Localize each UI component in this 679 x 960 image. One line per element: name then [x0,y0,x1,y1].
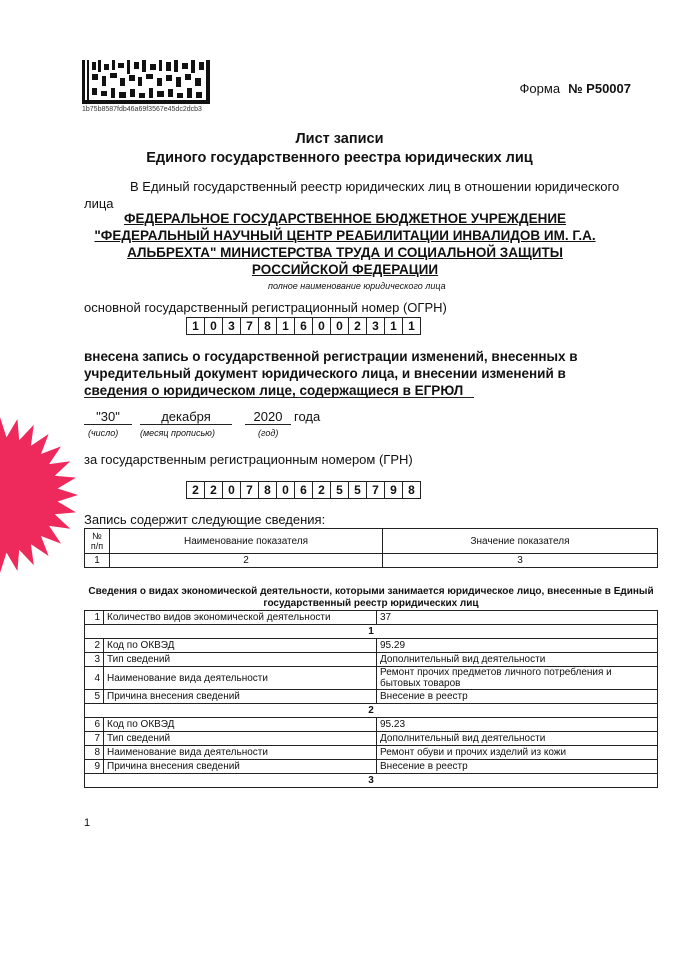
row-name: Причина внесения сведений [104,690,377,704]
table-row [85,690,658,704]
org-name-line: РОССИЙСКОЙ ФЕДЕРАЦИИ [251,262,439,277]
row-number: 8 [85,746,104,760]
ogrn-digit: 6 [295,317,313,335]
org-caption: полное наименование юридического лица [268,281,446,291]
date-year: 2020 [245,409,291,425]
grn-digit: 9 [385,481,403,499]
form-code: № Р50007 [568,81,631,96]
section-title: Сведения о видах экономической деятельности, которыми занимается юридическое лицо, внесенные в Единый государственный реестр юридических лиц [88,586,654,609]
row-number: 3 [85,653,104,667]
row-value: 37 [377,611,658,625]
record-line: внесена запись о государственной регистрации изменений, внесенных в [84,349,578,364]
group-number: 1 [85,625,658,639]
intro-line-1: В Единый государственный реестр юридических лиц в отношении юридического [130,179,620,194]
row-number: 4 [85,667,104,690]
table-row [85,667,658,690]
ogrn-digit: 1 [403,317,421,335]
date-month: декабря [140,409,232,425]
grn-digit: 8 [403,481,421,499]
document-subtitle: Единого государственного реестра юридических лиц [146,150,533,166]
ogrn-digit: 8 [259,317,277,335]
record-description [84,348,578,399]
col-value-header: Значение показателя [383,529,658,554]
row-value: Дополнительный вид деятельности [377,732,658,746]
ogrn-cells [186,317,421,335]
contains-label: Запись содержит следующие сведения: [84,512,326,527]
organization-name [80,210,610,278]
ogrn-digit: 2 [349,317,367,335]
table-row [85,611,658,625]
grn-digit: 2 [205,481,223,499]
col-value-index: 3 [383,554,658,568]
grn-digit: 8 [259,481,277,499]
grn-digit: 0 [277,481,295,499]
grn-digit: 5 [349,481,367,499]
grn-label: за государственным регистрационным номером (ГРН) [84,452,413,467]
org-name-line: ФЕДЕРАЛЬНОЕ ГОСУДАРСТВЕННОЕ БЮДЖЕТНОЕ УЧРЕЖДЕНИЕ [123,211,567,226]
row-value: Ремонт обуви и прочих изделий из кожи [377,746,658,760]
row-name: Тип сведений [104,732,377,746]
record-underline [84,397,474,398]
barcode [82,60,210,104]
row-name: Количество видов экономической деятельности [104,611,377,625]
row-number: 7 [85,732,104,746]
document-title: Лист записи [295,131,384,147]
table-row [85,760,658,774]
caption-month: (месяц прописью) [140,428,215,438]
grn-digit: 2 [186,481,205,499]
row-value: Внесение в реестр [377,760,658,774]
col-name-header: Наименование показателя [110,529,383,554]
ogrn-digit: 0 [205,317,223,335]
row-name: Наименование вида деятельности [104,746,377,760]
form-number [520,81,631,96]
table-row [85,732,658,746]
header-table [84,528,658,568]
record-line: учредительный документ юридического лица, и внесении изменений в [84,366,566,381]
grn-digit: 0 [223,481,241,499]
row-name: Наименование вида деятельности [104,667,377,690]
grn-cells [186,481,421,499]
ogrn-label: основной государственный регистрационный номер (ОГРН) [84,300,447,315]
table-row [85,746,658,760]
ogrn-digit: 3 [367,317,385,335]
row-number: 9 [85,760,104,774]
record-line: сведения о юридическом лице, содержащиеся в ЕГРЮЛ [84,383,464,398]
ogrn-digit: 1 [385,317,403,335]
row-value: Дополнительный вид деятельности [377,653,658,667]
page-number: 1 [84,817,91,829]
grn-digit: 2 [313,481,331,499]
table-row [85,639,658,653]
row-value: 95.29 [377,639,658,653]
col-name-index: 2 [110,554,383,568]
row-number: 5 [85,690,104,704]
org-name-line: АЛЬБРЕХТА" МИНИСТЕРСТВА ТРУДА И СОЦИАЛЬНОЙ ЗАЩИТЫ [127,245,563,260]
ogrn-digit: 0 [331,317,349,335]
group-row [85,704,658,718]
group-number: 2 [85,704,658,718]
grn-digit: 6 [295,481,313,499]
ogrn-digit: 0 [313,317,331,335]
row-number: 2 [85,639,104,653]
red-seal-stamp [0,400,80,590]
caption-day: (число) [88,428,119,438]
date-day: "30" [84,409,132,425]
barcode-text: 1b75b8587fdb46a69f3567e45dc2dcb3 [82,106,202,113]
row-name: Причина внесения сведений [104,760,377,774]
ogrn-digit: 1 [277,317,295,335]
grn-digit: 7 [367,481,385,499]
row-name: Тип сведений [104,653,377,667]
grn-digit: 7 [241,481,259,499]
row-name: Код по ОКВЭД [104,639,377,653]
row-value: 95.23 [377,718,658,732]
org-name-line: "ФЕДЕРАЛЬНЫЙ НАУЧНЫЙ ЦЕНТР РЕАБИЛИТАЦИИ ИНВАЛИДОВ ИМ. Г.А. [94,228,596,243]
group-number: 3 [85,774,658,788]
ogrn-digit: 7 [241,317,259,335]
table-row [85,718,658,732]
row-number: 1 [85,611,104,625]
form-label: Форма [519,81,561,96]
row-value: Внесение в реестр [377,690,658,704]
row-number: 6 [85,718,104,732]
ogrn-digit: 3 [223,317,241,335]
group-row [85,625,658,639]
caption-year: (год) [258,428,279,438]
row-value: Ремонт прочих предметов личного потребления и бытовых товаров [377,667,658,690]
group-row [85,774,658,788]
col-number-index: 1 [85,554,110,568]
date-year-suffix: года [294,409,321,424]
grn-digit: 5 [331,481,349,499]
row-name: Код по ОКВЭД [104,718,377,732]
table-row [85,653,658,667]
activities-table [84,610,658,788]
col-number-header: № п/п [85,529,110,554]
intro-line-2: лица [84,196,114,211]
ogrn-digit: 1 [186,317,205,335]
